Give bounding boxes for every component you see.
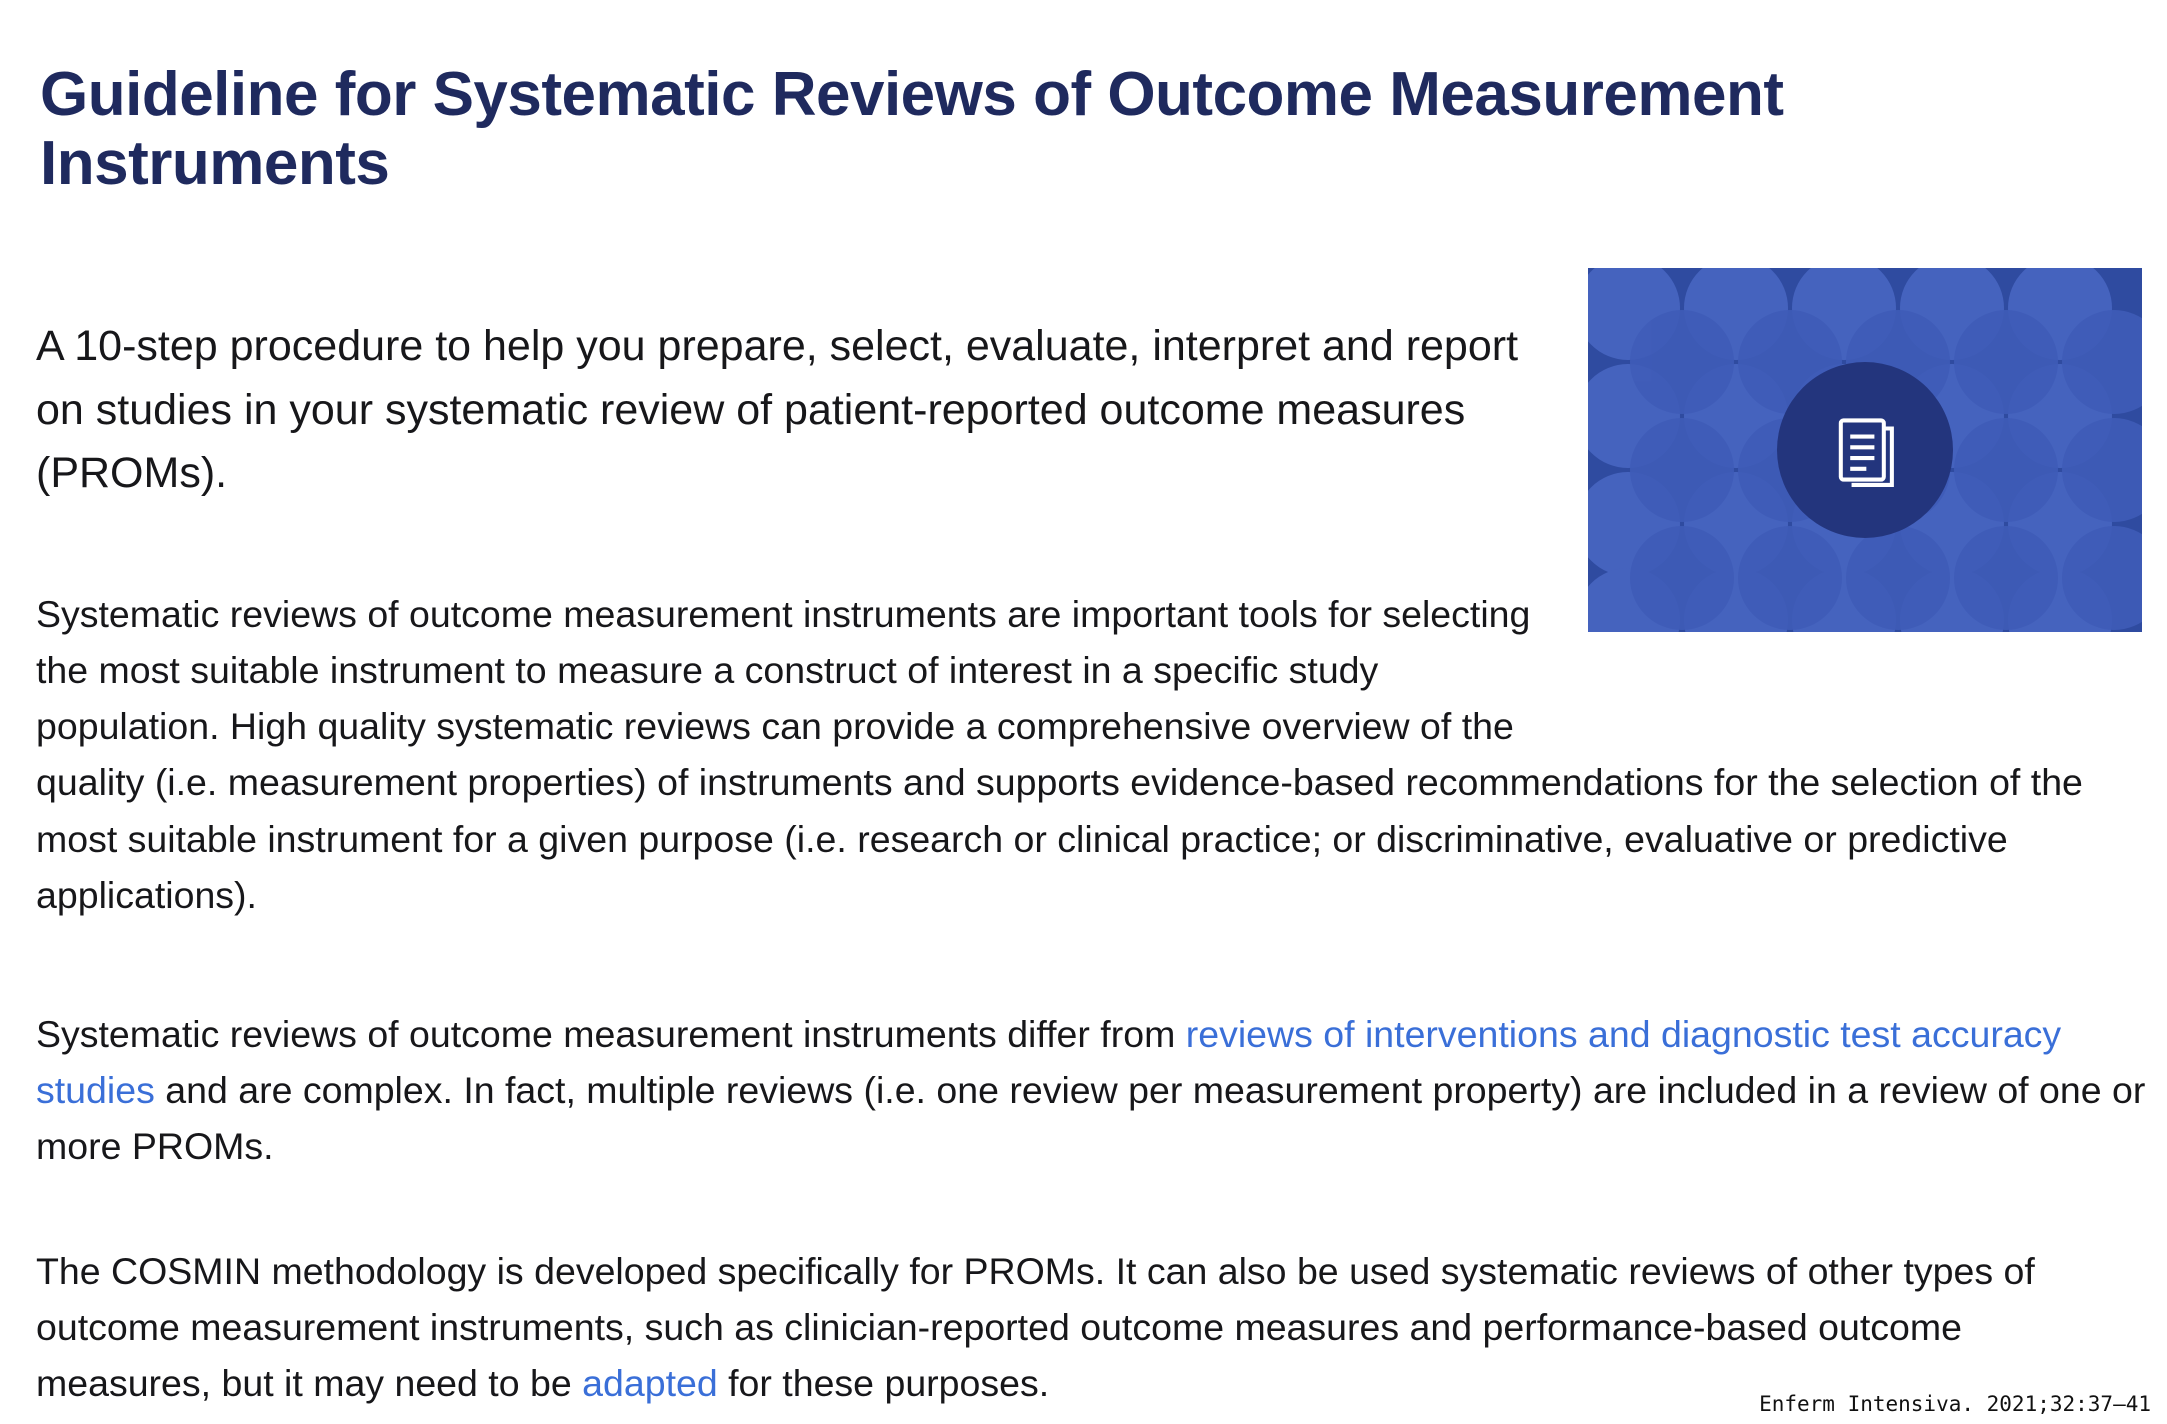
paragraph-differences	[36, 1006, 2146, 1175]
lead-paragraph: A 10-step procedure to help you prepare, select, evaluate, interpret and report on studies in your systematic review of patient-reported outcome measures (PROMs).	[36, 322, 1519, 498]
link-reviews-of-interventions[interactable]: reviews of interventions and diagnostic test accuracy studies	[36, 1012, 2062, 1111]
image-wrap-spacer	[1546, 586, 2146, 706]
paragraph-cosmin-text-1: The COSMIN methodology is developed specifically for PROMs. It can also be used systematic reviews of other types of outcome measurement instruments, such as clinician-reported outcome measures and performance-based outcome measures, but it may need to be	[36, 1249, 2035, 1404]
document-lines-icon	[1822, 407, 1908, 493]
hero-badge	[1777, 362, 1953, 538]
paragraph-importance-text: Systematic reviews of outcome measurement instruments are important tools for selecting the most suitable instrument to measure a construct of interest in a specific study population. High quality systematic reviews can provide a comprehensive overview of the quality (i.e. measurement properties) of instruments and supports evidence-based recommendations for the selection of the most suitable instrument for a given purpose (i.e. research or clinical practice; or discriminative, evaluative or predictive applications).	[36, 592, 2083, 916]
link-adapted[interactable]: adapted	[582, 1362, 718, 1404]
page-title: Guideline for Systematic Reviews of Outcome Measurement Instruments	[40, 59, 1784, 198]
paragraph-importance	[36, 586, 2146, 924]
hero-illustration	[1588, 268, 2142, 632]
paragraph-differences-text-2: and are complex. In fact, multiple reviews (i.e. one review per measurement property) are included in a review of one or more PROMs.	[36, 1068, 2146, 1167]
paragraph-differences-text-1: Systematic reviews of outcome measurement instruments differ from	[36, 1012, 1186, 1055]
citation-footer: Enferm Intensiva. 2021;32:37–41	[1759, 1392, 2151, 1416]
paragraph-cosmin	[36, 1243, 2146, 1412]
paragraph-cosmin-text-2: for these purposes.	[717, 1362, 1050, 1404]
